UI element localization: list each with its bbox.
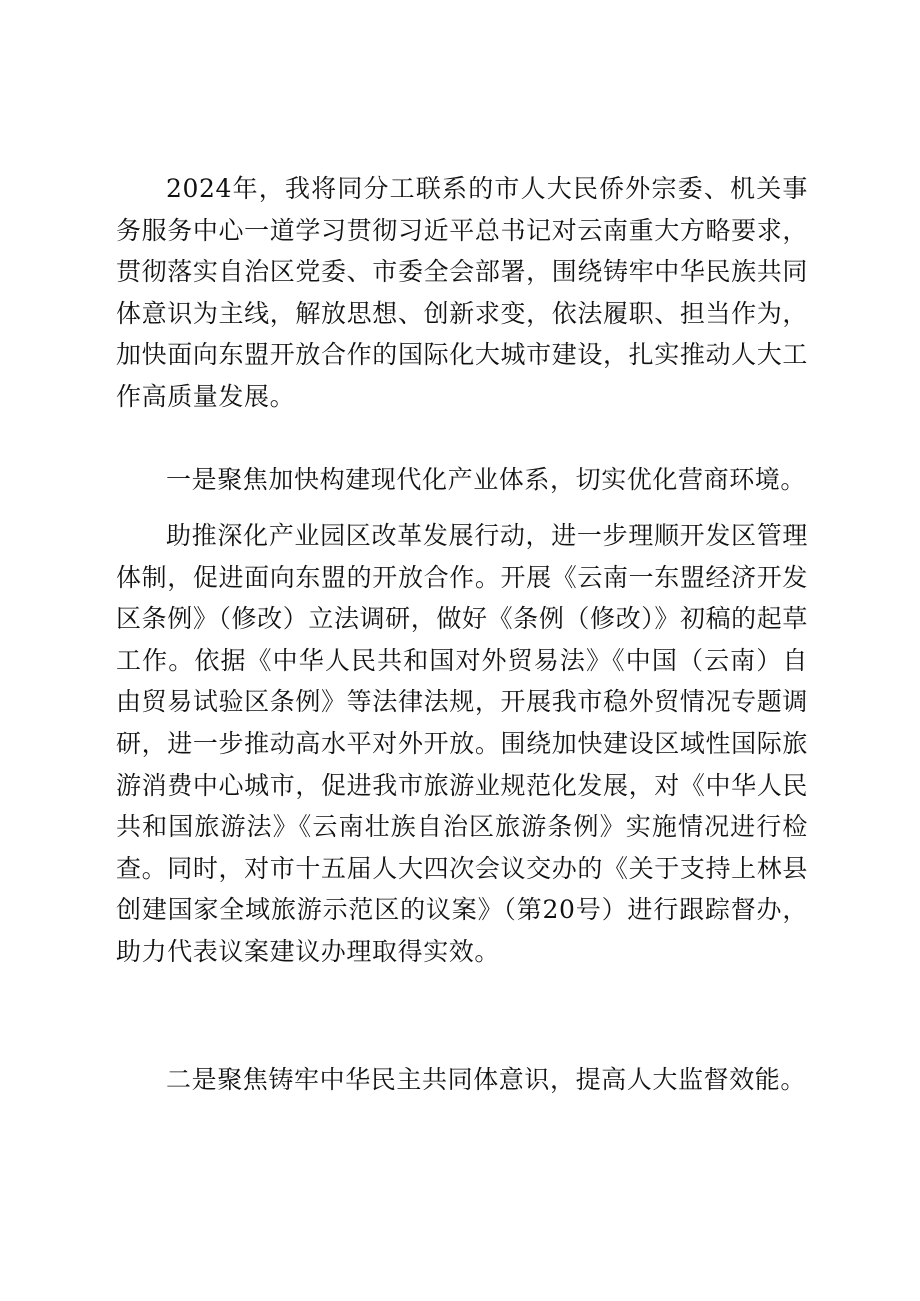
- intro-paragraph: 2024年，我将同分工联系的市人大民侨外宗委、机关事务服务中心一道学习贯彻习近平总书记对云南重大方略要求，贯彻落实自治区党委、市委全会部署，围绕铸牢中华民族共同体意识为主线，解放思想、创新求变，依法履职、担当作为，加快面向东盟开放合作的国际化大城市建设，扎实推动人大工作高质量发展。: [116, 174, 808, 411]
- section-one-body: 助推深化产业园区改革发展行动，进一步理顺开发区管理体制，促进面向东盟的开放合作。开展《云南一东盟经济开发区条例》（修改）立法调研，做好《条例（修改）》初稿的起草工作。依据《中华人民共和国对外贸易法》《中国（云南）自由贸易试验区条例》等法律法规，开展我市稳外贸情况专题调研，进一步推动高水平对外开放。围绕加快建设区域性国际旅游消费中心城市，促进我市旅游业规范化发展，对《中华人民共和国旅游法》《云南壮族自治区旅游条例》实施情况进行检查。同时，对市十五届人大四次会议交办的《关于支持上林县创建国家全域旅游示范区的议案》（第20号）进行跟踪督办，助力代表议案建议办理取得实效。: [116, 521, 808, 966]
- section-two-heading: 二是聚焦铸牢中华民主共同体意识，提高人大监督效能。: [166, 1065, 807, 1094]
- section-one-heading: 一是聚焦加快构建现代化产业体系，切实优化营商环境。: [166, 465, 807, 494]
